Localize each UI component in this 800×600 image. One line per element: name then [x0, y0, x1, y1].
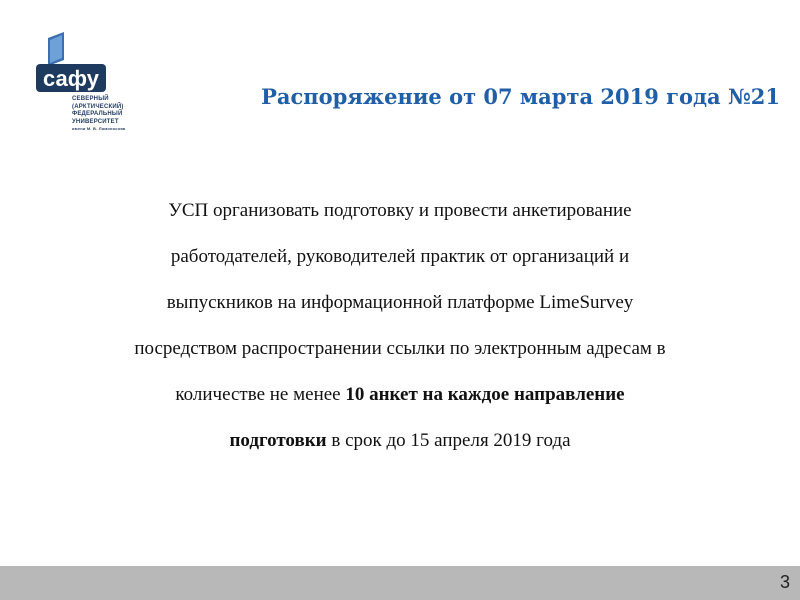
- logo-university-name: [72, 96, 132, 132]
- logo-acronym: сафу: [43, 66, 99, 91]
- logo-line: (АРКТИЧЕСКИЙ): [72, 103, 124, 110]
- logo-line: ФЕДЕРАЛЬНЫЙ: [72, 111, 123, 117]
- logo-line: УНИВЕРСИТЕТ: [72, 118, 119, 125]
- logo-line-small: имени М. В. Ломоносова: [72, 126, 126, 131]
- body-text-bold: подготовки: [229, 430, 327, 451]
- logo-emblem-icon: [30, 30, 120, 100]
- logo-line: СЕВЕРНЫЙ: [72, 96, 109, 102]
- body-text-bold: 10 анкет на каждое направление: [345, 384, 625, 405]
- body-text-regular: в срок до 15 апреля 2019 года: [326, 430, 571, 451]
- body-line: работодателей, руководителей практик от организаций и: [170, 246, 630, 267]
- footer-bar: [0, 566, 800, 600]
- university-logo: [30, 30, 120, 150]
- slide-title: Распоряжение от 07 марта 2019 года №21: [261, 84, 780, 109]
- body-line: [40, 372, 760, 418]
- body-line: выпускников на информационной платформе LimeSurvey: [166, 292, 634, 313]
- slide-body: [40, 188, 760, 464]
- body-line: [40, 418, 760, 464]
- body-line: УСП организовать подготовку и провести анкетирование: [168, 200, 632, 221]
- page-number: 3: [779, 572, 790, 592]
- body-line: посредством распространении ссылки по электронным адресам в: [134, 338, 666, 359]
- body-text-regular: количестве не менее: [175, 384, 346, 405]
